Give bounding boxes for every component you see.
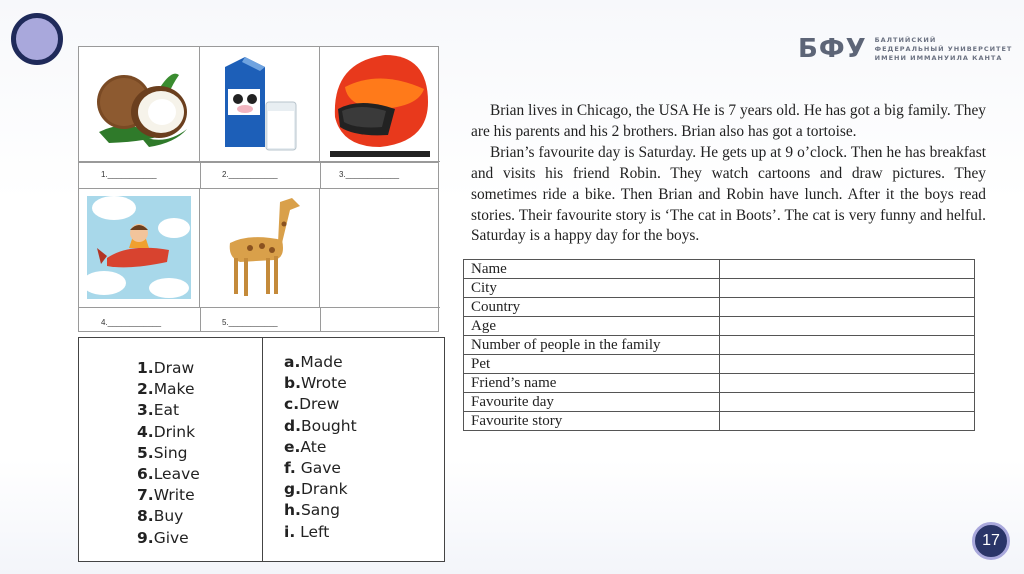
table-row	[464, 336, 975, 355]
picture-label: 3.____________	[339, 170, 400, 179]
picture-grid	[78, 46, 439, 332]
table-row	[464, 279, 975, 298]
answer-cell	[720, 374, 975, 393]
table-row	[464, 412, 975, 431]
answer-cell	[720, 412, 975, 431]
answer-cell	[720, 317, 975, 336]
answer-cell	[720, 298, 975, 317]
picture-cell	[320, 47, 440, 162]
page-number-badge: 17	[972, 522, 1010, 560]
picture-label: 1.___________	[101, 170, 157, 179]
list-item: 9.Give	[137, 528, 189, 547]
list-item: a.Made	[284, 353, 343, 371]
answer-cell	[720, 336, 975, 355]
picture-cell	[79, 188, 200, 308]
logo-line: ИМЕНИ ИММАНУИЛА КАНТА	[874, 53, 1003, 62]
grid-line	[320, 162, 321, 188]
picture-cell	[79, 47, 200, 162]
verb-matching-table	[78, 337, 445, 562]
list-item: 8.Buy	[137, 507, 184, 526]
coconut-image	[79, 47, 199, 161]
list-item: 3.Eat	[137, 401, 180, 420]
row-label: Pet	[464, 355, 720, 374]
picture-label: 5.___________	[222, 318, 278, 327]
list-item: 7.Write	[137, 486, 195, 505]
list-item: c.Drew	[284, 395, 340, 414]
logo-mark: БФУ	[798, 34, 867, 64]
grid-line	[320, 308, 321, 332]
row-label: Favourite day	[464, 393, 720, 412]
row-label: Country	[464, 298, 720, 317]
giraffe-image	[200, 188, 319, 307]
answer-cell	[720, 260, 975, 279]
list-item: 1.Draw	[137, 359, 195, 377]
story-paragraph: Brian lives in Chicago, the USA He is 7 years old. He has got a big family. They are his parents and his 2 brothers. Brian also has got a tortoise.	[471, 102, 986, 140]
table-row	[464, 393, 975, 412]
grid-line	[200, 308, 201, 332]
row-label: Friend’s name	[464, 374, 720, 393]
list-item: f. Gave	[284, 459, 341, 478]
picture-label: 4.____________	[101, 318, 162, 327]
answer-cell	[720, 279, 975, 298]
table-row	[464, 260, 975, 279]
list-item: 6.Leave	[137, 465, 200, 484]
grid-line	[200, 162, 201, 188]
picture-cell	[200, 47, 320, 162]
picture-cell	[200, 188, 320, 308]
table-divider	[262, 338, 263, 561]
info-table	[463, 259, 975, 431]
motorcycle-helmet-image	[320, 47, 438, 161]
university-logo	[798, 34, 1012, 64]
table-row	[464, 298, 975, 317]
list-item: 5.Sing	[137, 443, 188, 462]
answer-cell	[720, 393, 975, 412]
airplane-boy-image	[79, 188, 199, 307]
table-row	[464, 317, 975, 336]
past-form-list	[284, 352, 357, 543]
list-item: 2.Make	[137, 380, 195, 399]
row-label: City	[464, 279, 720, 298]
table-row	[464, 355, 975, 374]
list-item: g.Drank	[284, 480, 348, 499]
picture-cell-empty	[320, 188, 440, 308]
decorative-circle	[11, 13, 63, 65]
story-paragraph: Brian’s favourite day is Saturday. He gets up at 9 o’clock. Then he has breakfast and visits his friend Robin. They watch cartoons and draw pictures. They sometimes ride a bike. Then Brian and Robin have lunch. After it the boys read stories. Their favourite story is ‘The cat in Boots’. The cat is very funny and helful. Saturday is a happy day for the boys.	[471, 143, 986, 245]
milk-carton-image	[200, 47, 319, 161]
base-verb-list	[137, 358, 200, 549]
list-item: 4.Drink	[137, 422, 196, 441]
logo-line: БАЛТИЙСКИЙ	[874, 35, 937, 44]
row-label: Number of people in the family	[464, 336, 720, 355]
picture-label: 2.___________	[222, 170, 278, 179]
answer-cell	[720, 355, 975, 374]
list-item: e.Ate	[284, 437, 327, 456]
grid-line	[79, 162, 438, 163]
table-row	[464, 374, 975, 393]
list-item: i. Left	[284, 522, 330, 541]
logo-text	[875, 36, 1013, 63]
row-label: Favourite story	[464, 412, 720, 431]
list-item: d.Bought	[284, 416, 357, 435]
logo-line: ФЕДЕРАЛЬНЫЙ УНИВЕРСИТЕТ	[874, 44, 1013, 53]
row-label: Age	[464, 317, 720, 336]
reading-text	[471, 101, 986, 247]
list-item: h.Sang	[284, 501, 340, 520]
list-item: b.Wrote	[284, 374, 347, 393]
row-label: Name	[464, 260, 720, 279]
